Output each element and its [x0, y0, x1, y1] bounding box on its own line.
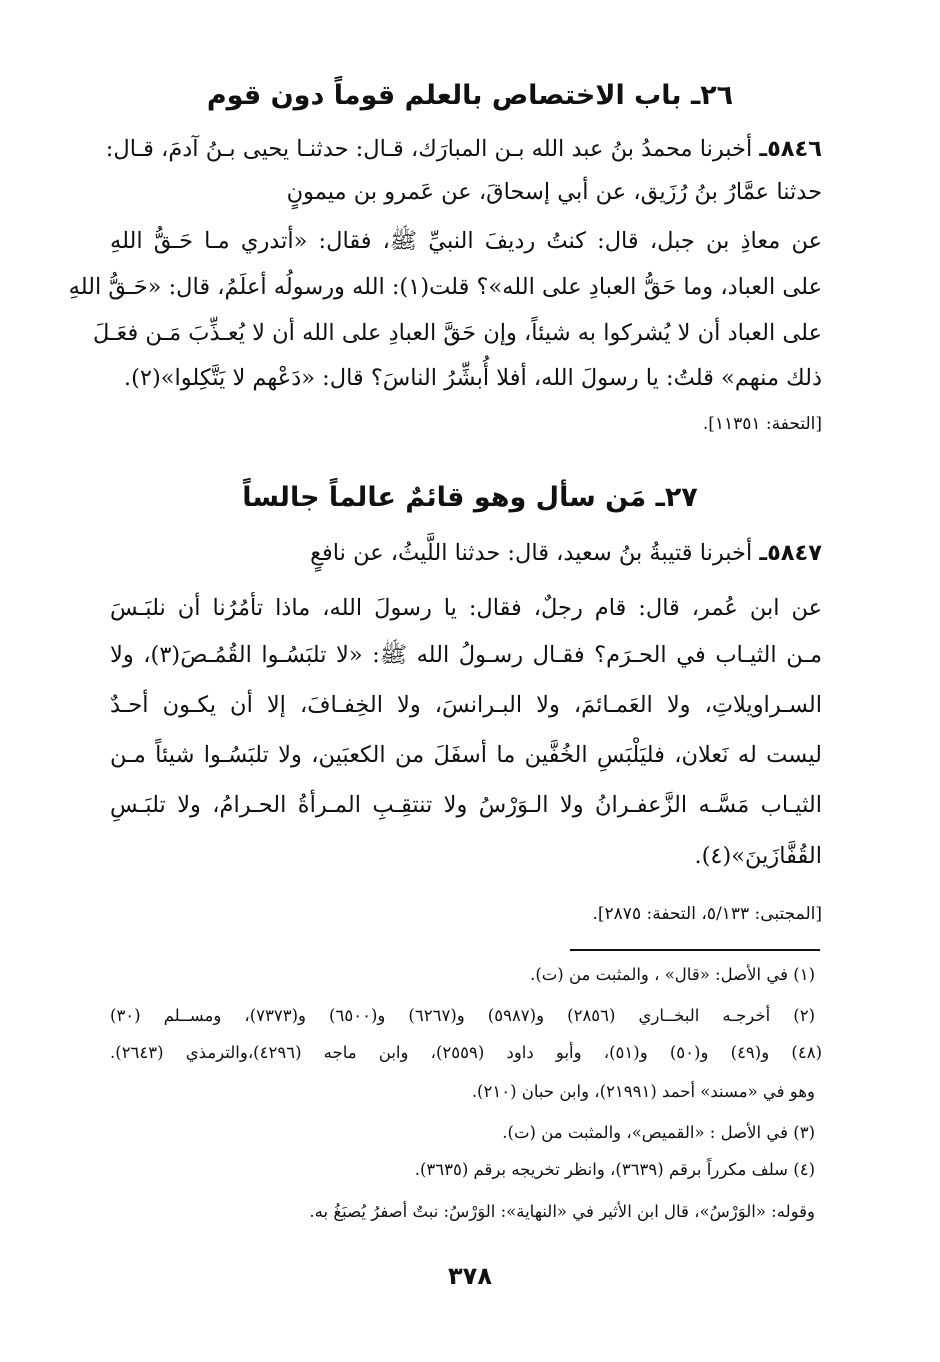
hadith-5846-matn-line-1: عن معاذِ بن جبل، قال: كنتُ رديفَ النبيِّ ﷺ، فقال: «أتدري مـا حَـقُّ اللهِ	[110, 228, 822, 254]
footnote-4-line-1: (٤) سلف مكرراً برقم (٣٦٣٩)، وانظر تخريجه برقم (٣٦٣٥).	[414, 1160, 815, 1179]
footnote-4-line-2: وقوله: «الوَرْسُ»، قال ابن الأثير في «النهاية»: الوَرْسُ: نبتٌ أصفرُ يُصبَغُ به.	[309, 1202, 815, 1221]
page-number: ٣٧٨	[448, 1262, 492, 1290]
hadith-5846-matn-line-2: على العباد، وما حَقُّ العبادِ على الله»؟ قلت(١): الله ورسولُه أعلَمُ، قال: «حَـقُّ اللهِ	[68, 274, 822, 300]
hadith-5847-matn-line-1: عن ابن عُمر، قال: قام رجلٌ، فقال: يا رسولَ الله، ماذا تأمُرُنا أن نلبَـسَ	[110, 595, 822, 621]
footnote-2-line-2: (٤٨) و(٤٩) و(٥٠) و(٥١)، وأبو داود (٢٥٥٩)، وابن ماجه (٤٢٩٦)،والترمذي (٢٦٤٣).	[110, 1043, 822, 1062]
hadith-number-5847: ٥٨٤٧ـ	[759, 540, 822, 566]
footnote-2-line-1: (٢) أخرجـه البخــاري (٢٨٥٦) و(٥٩٨٧) و(٦٢٦٧) و(٦٥٠٠) و(٧٣٧٣)، ومســلم (٣٠)	[110, 1006, 815, 1025]
footnote-2-line-3: وهو في «مسند» أحمد (٢١٩٩١)، وابن حبان (٢١٠).	[471, 1082, 815, 1101]
footnote-3: (٣) في الأصل : «القميص»، والمثبت من (ت).	[502, 1123, 815, 1142]
hadith-number-5846: ٥٨٤٦ـ	[759, 136, 822, 162]
hadith-5846-isnad-line-1	[105, 131, 822, 167]
footnote-separator	[570, 949, 820, 951]
hadith-5847-matn-line-2: مـن الثيـاب في الحـرَم؟ فقـال رسـولُ الله ﷺ: «لا تلبَسُـوا القُمُـصَ(٣)، ولا	[110, 642, 822, 668]
section-heading-27: ٢٧ـ مَن سأل وهو قائمٌ عالماً جالساً	[242, 482, 698, 513]
hadith-5847-matn-line-6: القُفَّازَينَ»(٤).	[694, 843, 822, 869]
hadith-5847-reference: [المجتبى: ٥/١٣٣، التحفة: ٢٨٧٥].	[592, 904, 822, 924]
hadith-5846-reference: [التحفة: ١١٣٥١].	[702, 414, 822, 434]
isnad-text: أخبرنا قتيبةُ بنُ سعيد، قال: حدثنا اللَّيثُ، عن نافعٍ	[310, 540, 753, 566]
isnad-text: أخبرنا محمدُ بنُ عبد الله بـن المبارَك، قـال: حدثنـا يحيى بـنُ آدمَ، قـال:	[105, 136, 753, 162]
footnote-1: (١) في الأصل: «قال» ، والمثبت من (ت).	[530, 965, 815, 984]
hadith-5846-matn-line-4: ذلك منهم» قلتُ: يا رسولَ الله، أفلا أُبشِّرُ الناسَ؟ قال: «دَعْهم لا يَتَّكِلوا»(٢).	[123, 365, 822, 391]
hadith-5847-matn-line-3: السـراويلاتِ، ولا العَمـائمَ، ولا البـرانسَ، ولا الخِفـافَ، إلا أن يكـون أحـدٌ	[110, 692, 822, 718]
hadith-5847-matn-line-5: الثيـاب مَسَّـه الزَّعفـرانُ ولا الـوَرْسُ ولا تنتقِـبِ المـرأةُ الحـرامُ، ولا تلبَـسِ	[110, 792, 822, 818]
hadith-5846-isnad-line-2: حدثنا عمَّارُ بنُ رُزَيق، عن أبي إسحاقَ، عن عَمرو بن ميمونٍ	[286, 179, 822, 205]
hadith-5847-matn-line-4: ليست له نَعلان، فليَلْبَسِ الخُفَّين ما أسفَلَ من الكعبَين، ولا تلبَسُـوا شيئاً مـن	[110, 742, 822, 768]
hadith-5846-matn-line-3: على العباد أن لا يُشركوا به شيئاً، وإن حَقَّ العبادِ على الله أن لا يُعـذِّبَ مَـن فعَـلَ	[92, 320, 822, 346]
hadith-5847-isnad-line-1	[110, 535, 822, 571]
section-heading-26: ٢٦ـ باب الاختصاص بالعلم قوماً دون قوم	[206, 80, 734, 111]
